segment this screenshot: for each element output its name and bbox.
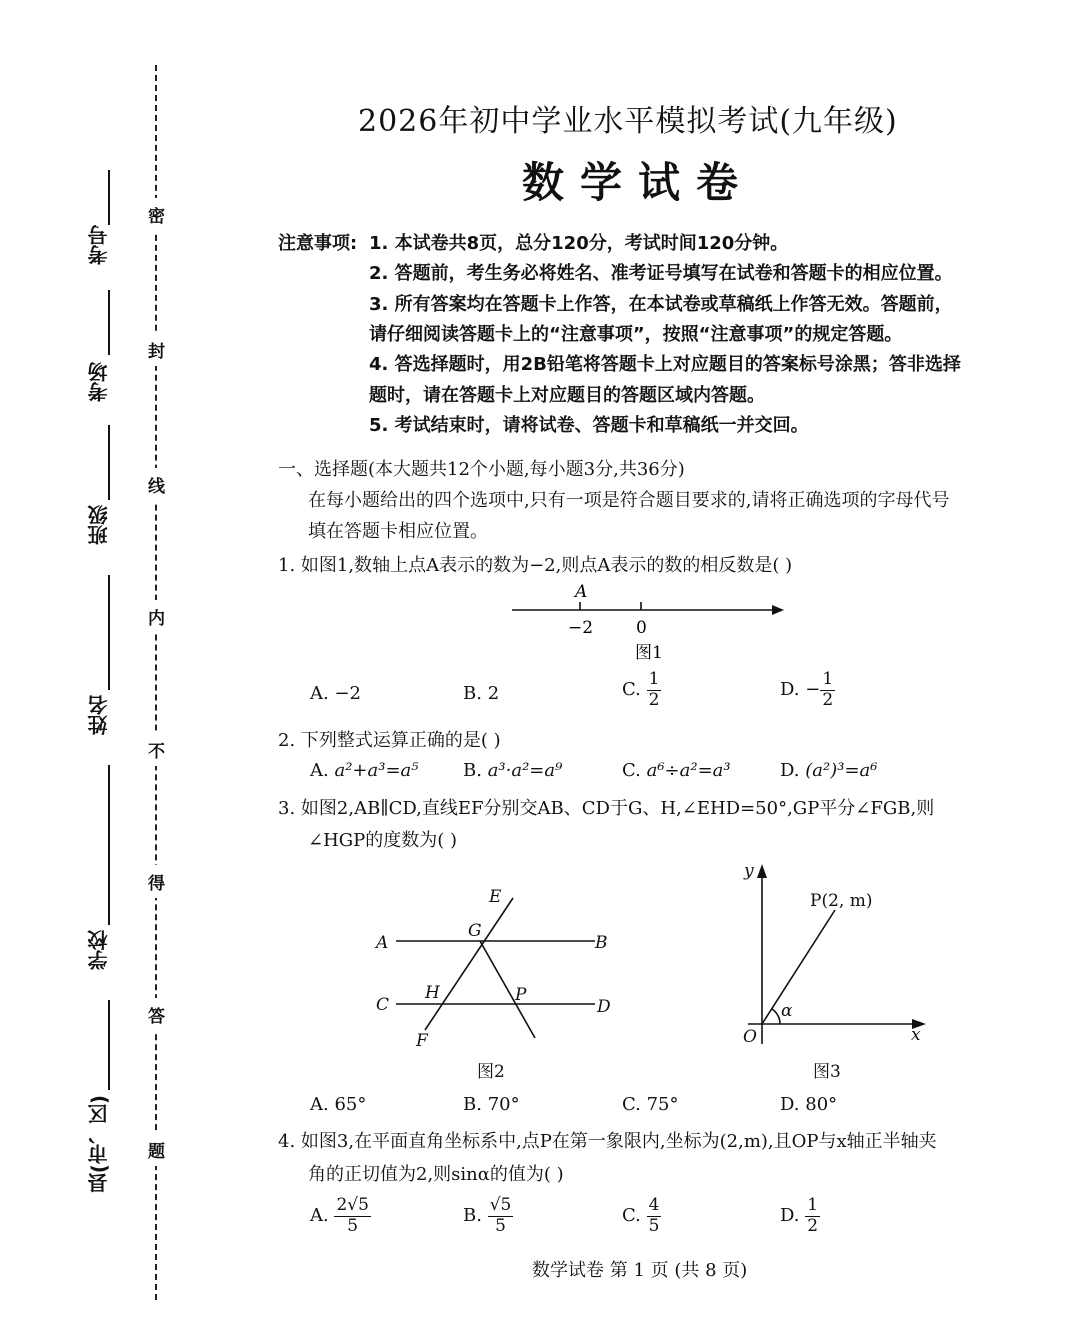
q2-option-b: B. a³·a²=a⁹ [463,760,563,781]
label-e: E [489,887,502,907]
field-line [108,575,110,690]
note-item: 4. 答选择题时，用2B铅笔将答题卡上对应题目的答案标号涂黑；答非选择 [369,354,961,375]
q4-option-d: D. $\frac{1}{2}$ [780,1195,819,1236]
label-f: F [416,1031,428,1051]
field-line [108,425,110,500]
axis-label-y: y [744,861,754,881]
notes-label: 注意事项: [278,233,358,254]
q2-option-d: D. (a²)³=a⁶ [780,760,878,781]
q2-option-a: A. a²+a³=a⁵ [310,760,419,781]
q4-option-a: A. $\frac{2√5}{5}$ [310,1195,369,1236]
section-heading: 一、选择题(本大题共12个小题,每小题3分,共36分) [278,459,685,480]
label-d: D [597,997,611,1017]
label-p: P [515,985,527,1005]
note-item: 5. 考试结束时，请将试卷、答题卡和草稿纸一并交回。 [369,415,809,436]
label-b: B [595,933,608,953]
point-p-label: P(2, m) [810,891,873,911]
field-line [108,765,110,925]
q3-option-b: B. 70° [463,1094,520,1115]
question-4-stem-cont: 角的正切值为2,则sinα的值为( ) [308,1164,564,1185]
field-line [108,170,110,225]
figure-1-number-line [500,578,800,673]
field-line [108,1000,110,1090]
q3-option-a: A. 65° [310,1094,367,1115]
figure-2-parallel-lines [370,880,620,1085]
seal-dashed-line [155,65,157,1300]
q3-option-d: D. 80° [780,1094,838,1115]
q3-option-c: C. 75° [622,1094,679,1115]
field-label-exam-number: 考号 [87,225,111,265]
q4-option-b: B. $\frac{√5}{5}$ [463,1195,512,1236]
seal-char: 密 [148,198,165,231]
field-label-class: 班级 [87,505,111,545]
note-item: 题时，请在答题卡上对应题目的答题区域内答题。 [369,385,765,406]
page-footer: 数学试卷 第 1 页 (共 8 页) [532,1260,748,1281]
tick-label-neg2: −2 [568,618,594,638]
question-1-stem: 1. 如图1,数轴上点A表示的数为−2,则点A表示的数的相反数是( ) [278,555,793,576]
label-a: A [376,933,389,953]
point-a-label: A [575,582,588,602]
seal-char: 答 [148,998,165,1031]
q1-option-a: A. −2 [310,683,362,704]
question-4-stem: 4. 如图3,在平面直角坐标系中,点P在第一象限内,坐标为(2,m),且OP与x轴正半轴夹 [278,1131,937,1152]
field-label-name: 姓名 [87,695,111,735]
section-instruction: 在每小题给出的四个选项中,只有一项是符合题目要求的,请将正确选项的字母代号 [308,490,950,511]
figure-3-caption: 图3 [813,1062,841,1082]
field-line [108,290,110,355]
seal-char: 封 [148,333,165,366]
question-2-stem: 2. 下列整式运算正确的是( ) [278,730,501,751]
angle-alpha-label: α [781,1001,793,1021]
figure-2-caption: 图2 [477,1062,505,1082]
exam-title: 2026年初中学业水平模拟考试(九年级) [358,104,898,139]
seal-char: 得 [148,865,165,898]
axis-label-x: x [911,1025,921,1045]
label-g: G [468,921,482,941]
q4-option-c: C. $\frac{4}{5}$ [622,1195,660,1236]
label-c: C [376,995,390,1015]
question-3-stem-cont: ∠HGP的度数为( ) [308,830,458,851]
question-3-stem: 3. 如图2,AB∥CD,直线EF分别交AB、CD于G、H,∠EHD=50°,GP平分∠FGB,则 [278,798,935,819]
origin-label: O [743,1027,757,1047]
figure-1-caption: 图1 [635,643,663,663]
q1-option-d: D. − $\frac{1}{2}$ [780,669,834,710]
figure-3-coordinate-plane [728,852,943,1087]
section-instruction: 填在答题卡相应位置。 [308,521,488,542]
seal-char: 题 [148,1133,165,1166]
label-h: H [425,983,440,1003]
note-item: 2. 答题前，考生务必将姓名、准考证号填写在试卷和答题卡的相应位置。 [369,263,953,284]
field-label-school: 学校 [87,930,111,970]
q2-option-c: C. a⁶÷a²=a³ [622,760,731,781]
field-label-county: 县(市、区) [87,1095,111,1194]
tick-label-0: 0 [636,618,647,638]
subject-title: 数学试卷 [522,158,755,207]
field-label-exam-room: 考场 [87,362,111,402]
note-item: 3. 所有答案均在答题卡上作答，在本试卷或草稿纸上作答无效。答题前， [369,294,953,315]
note-item: 1. 本试卷共8页，总分120分，考试时间120分钟。 [369,233,789,254]
q1-option-c: C. $\frac{1}{2}$ [622,669,660,710]
seal-char: 线 [148,468,165,501]
seal-char: 内 [148,600,165,633]
q1-option-b: B. 2 [463,683,500,704]
seal-char: 不 [148,733,165,766]
note-item: 请仔细阅读答题卡上的“注意事项”，按照“注意事项”的规定答题。 [369,324,903,345]
